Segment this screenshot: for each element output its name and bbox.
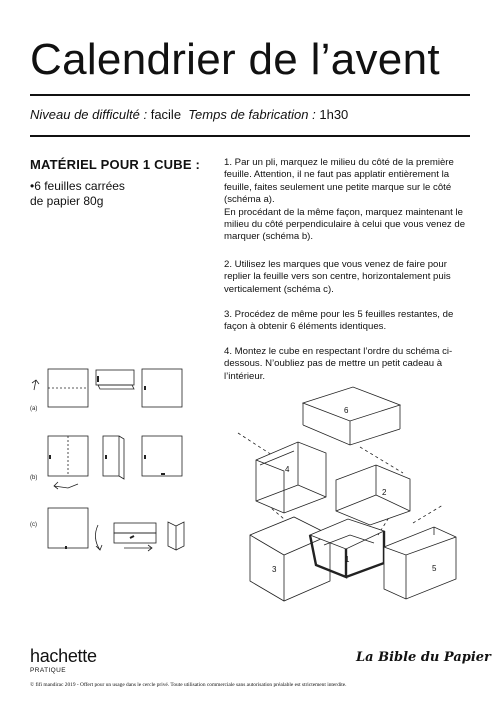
- brand-logo: La Bible du Papier: [356, 650, 491, 665]
- cube-assembly-diagram: [228, 385, 478, 615]
- step-2-text: 2. Utilisez les marques que vous venez de faire pour replier la feuille vers son centre, horizontalement puis verticalement (schéma c).: [224, 259, 451, 295]
- publisher-sub: PRATIQUE: [30, 667, 66, 674]
- title-rule: [30, 94, 470, 96]
- difficulty-label: Niveau de difficulté :: [30, 107, 148, 122]
- step-2: [224, 259, 476, 296]
- step-3: [224, 309, 476, 334]
- subtitle-rule: [30, 135, 470, 137]
- label-a: (a): [30, 406, 38, 412]
- piece-label-6: 6: [344, 406, 349, 415]
- piece-label-4: 4: [285, 465, 290, 474]
- time-label: Temps de fabrication :: [188, 107, 316, 122]
- page-title: Calendrier de l’avent: [30, 35, 440, 84]
- label-c: (c): [30, 522, 37, 528]
- piece-label-3: 3: [272, 565, 277, 574]
- step-4: [224, 346, 476, 383]
- step-1: [224, 157, 476, 244]
- piece-label-1: 1: [345, 555, 350, 564]
- cube-piece-6: [303, 387, 400, 445]
- label-b: (b): [30, 475, 38, 481]
- cube-piece-5: [384, 527, 456, 599]
- step-1-text: 1. Par un pli, marquez le milieu du côté de la première feuille. Attention, il ne faut pas applatir entièrement la feuille, faites seulement une petite marque sur le côté (schéma a).: [224, 157, 454, 206]
- difficulty-value: facile: [150, 107, 182, 122]
- materials-item-line2: de papier 80g: [30, 194, 104, 208]
- diagram-b: [48, 436, 182, 489]
- materials-title: MATÉRIEL POUR 1 CUBE :: [30, 157, 201, 172]
- cube-piece-3: [250, 517, 330, 601]
- subtitle: [30, 107, 348, 123]
- materials-item-line1: •6 feuilles carrées: [30, 179, 125, 193]
- diagram-c: [48, 508, 184, 551]
- folding-diagrams: [28, 360, 198, 560]
- diagram-a: [32, 369, 182, 407]
- step-4-text: 4. Montez le cube en respectant l’ordre du schéma ci-dessous. N’oubliez pas de mettre un petit cadeau à l’intérieur.: [224, 346, 453, 382]
- step-1b-text: En procédant de la même façon, marquez maintenant le milieu du côté perpendiculaire à celui que vous venez de marquer (schéma b).: [224, 206, 466, 243]
- piece-label-5: 5: [432, 564, 437, 573]
- step-3-text: 3. Procédez de même pour les 5 feuilles restantes, de façon à obtenir 6 éléments identiques.: [224, 309, 454, 333]
- publisher-logo: hachette: [30, 646, 97, 666]
- cube-piece-4: [256, 442, 326, 513]
- footer-credits: © fifi mandirac 2019 - Offert pour un usage dans le cercle privé. Toute utilisation commerciale sans autorisation préalable est strictement interdite.: [30, 682, 347, 688]
- piece-label-2: 2: [382, 488, 387, 497]
- time-value: 1h30: [319, 107, 349, 122]
- cube-piece-2: [336, 465, 410, 525]
